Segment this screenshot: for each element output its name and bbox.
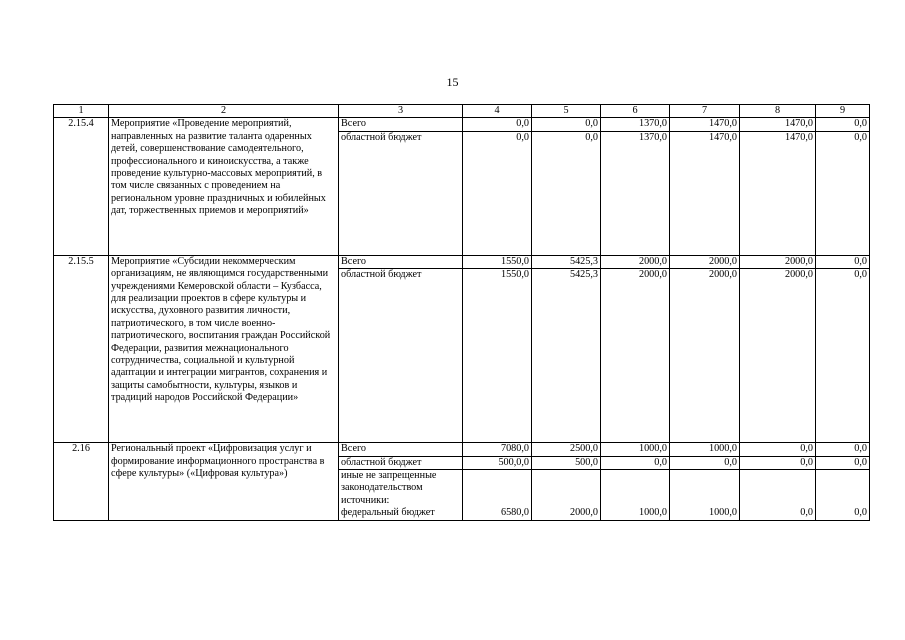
value-cell: 0,0 [740, 507, 816, 520]
value-cell: 7080,0 [463, 443, 532, 456]
value-cell: 6580,0 [463, 507, 532, 520]
value-cell [670, 470, 740, 508]
header-cell: 7 [670, 105, 740, 118]
value-cell: 1000,0 [601, 443, 670, 456]
row-name: Мероприятие «Проведение мероприятий, направленных на развитие таланта одаренных детей, совершенствование самодеятельного, профессионального и киноискусства, а также проведение культурно-массовых мероприятий, в том числе связанных с проведением на региональном уровне праздничных и юбилейных дат, торжественных приемов и мероприятий» [109, 118, 339, 255]
value-cell [601, 470, 670, 508]
value-cell: 0,0 [816, 269, 870, 443]
value-cell: 0,0 [532, 118, 601, 131]
value-cell: 2000,0 [601, 269, 670, 443]
table-row [54, 118, 870, 131]
row-code: 2.15.4 [54, 118, 109, 255]
value-cell: 0,0 [816, 255, 870, 268]
value-cell: 2000,0 [670, 269, 740, 443]
table-row [54, 255, 870, 268]
value-cell: 2000,0 [601, 255, 670, 268]
source-cell: иные не запрещенные законодательством источники: [339, 470, 463, 508]
source-cell: Всего [339, 255, 463, 268]
value-cell: 0,0 [670, 456, 740, 469]
row-code: 2.16 [54, 443, 109, 520]
value-cell: 1370,0 [601, 131, 670, 255]
value-cell: 500,0,0 [463, 456, 532, 469]
value-cell: 1000,0 [670, 443, 740, 456]
value-cell: 1470,0 [670, 131, 740, 255]
budget-table [53, 104, 870, 521]
header-row [54, 105, 870, 118]
row-name: Мероприятие «Субсидии некоммерческим организациям, не являющимся государственными учреждениями Кемеровской области – Кузбасса, для реализации проектов в сфере культуры и искусства, духовного развития личности, патриотического, в том числе военно-патриотического, воспитания граждан Российской Федерации, развития межнационального сотрудничества, социальной и культурной адаптации и интеграции мигрантов, сохранения и защиты самобытности, культуры, языков и традиций народов Российской Федерации» [109, 255, 339, 442]
value-cell: 0,0 [740, 456, 816, 469]
header-cell: 2 [109, 105, 339, 118]
value-cell: 0,0 [816, 456, 870, 469]
value-cell [532, 470, 601, 508]
value-cell: 1550,0 [463, 269, 532, 443]
value-cell: 1370,0 [601, 118, 670, 131]
source-cell: областной бюджет [339, 131, 463, 255]
value-cell: 0,0 [601, 456, 670, 469]
table-row [54, 443, 870, 456]
value-cell: 1470,0 [740, 118, 816, 131]
value-cell: 5425,3 [532, 269, 601, 443]
source-cell: Всего [339, 443, 463, 456]
source-cell: областной бюджет [339, 456, 463, 469]
row-code: 2.15.5 [54, 255, 109, 442]
value-cell: 0,0 [816, 131, 870, 255]
value-cell: 500,0 [532, 456, 601, 469]
value-cell: 5425,3 [532, 255, 601, 268]
source-cell: областной бюджет [339, 269, 463, 443]
value-cell [740, 470, 816, 508]
source-cell: федеральный бюджет [339, 507, 463, 520]
header-cell: 8 [740, 105, 816, 118]
value-cell [463, 470, 532, 508]
value-cell: 1550,0 [463, 255, 532, 268]
value-cell: 0,0 [740, 443, 816, 456]
value-cell: 1470,0 [740, 131, 816, 255]
value-cell: 2000,0 [670, 255, 740, 268]
value-cell: 0,0 [816, 443, 870, 456]
page-number: 15 [446, 75, 459, 89]
value-cell: 0,0 [816, 118, 870, 131]
header-cell: 1 [54, 105, 109, 118]
value-cell: 0,0 [463, 131, 532, 255]
header-cell: 4 [463, 105, 532, 118]
value-cell: 0,0 [532, 131, 601, 255]
value-cell: 2000,0 [740, 269, 816, 443]
value-cell: 0,0 [463, 118, 532, 131]
header-cell: 6 [601, 105, 670, 118]
value-cell: 2000,0 [740, 255, 816, 268]
value-cell: 1000,0 [670, 507, 740, 520]
value-cell: 1470,0 [670, 118, 740, 131]
row-name: Региональный проект «Цифровизация услуг и формирование информационного пространства в сфере культуры» («Цифровая культура») [109, 443, 339, 520]
header-cell: 5 [532, 105, 601, 118]
header-cell: 9 [816, 105, 870, 118]
source-cell: Всего [339, 118, 463, 131]
value-cell: 1000,0 [601, 507, 670, 520]
value-cell: 0,0 [816, 507, 870, 520]
value-cell: 2500,0 [532, 443, 601, 456]
header-cell: 3 [339, 105, 463, 118]
value-cell: 2000,0 [532, 507, 601, 520]
value-cell [816, 470, 870, 508]
